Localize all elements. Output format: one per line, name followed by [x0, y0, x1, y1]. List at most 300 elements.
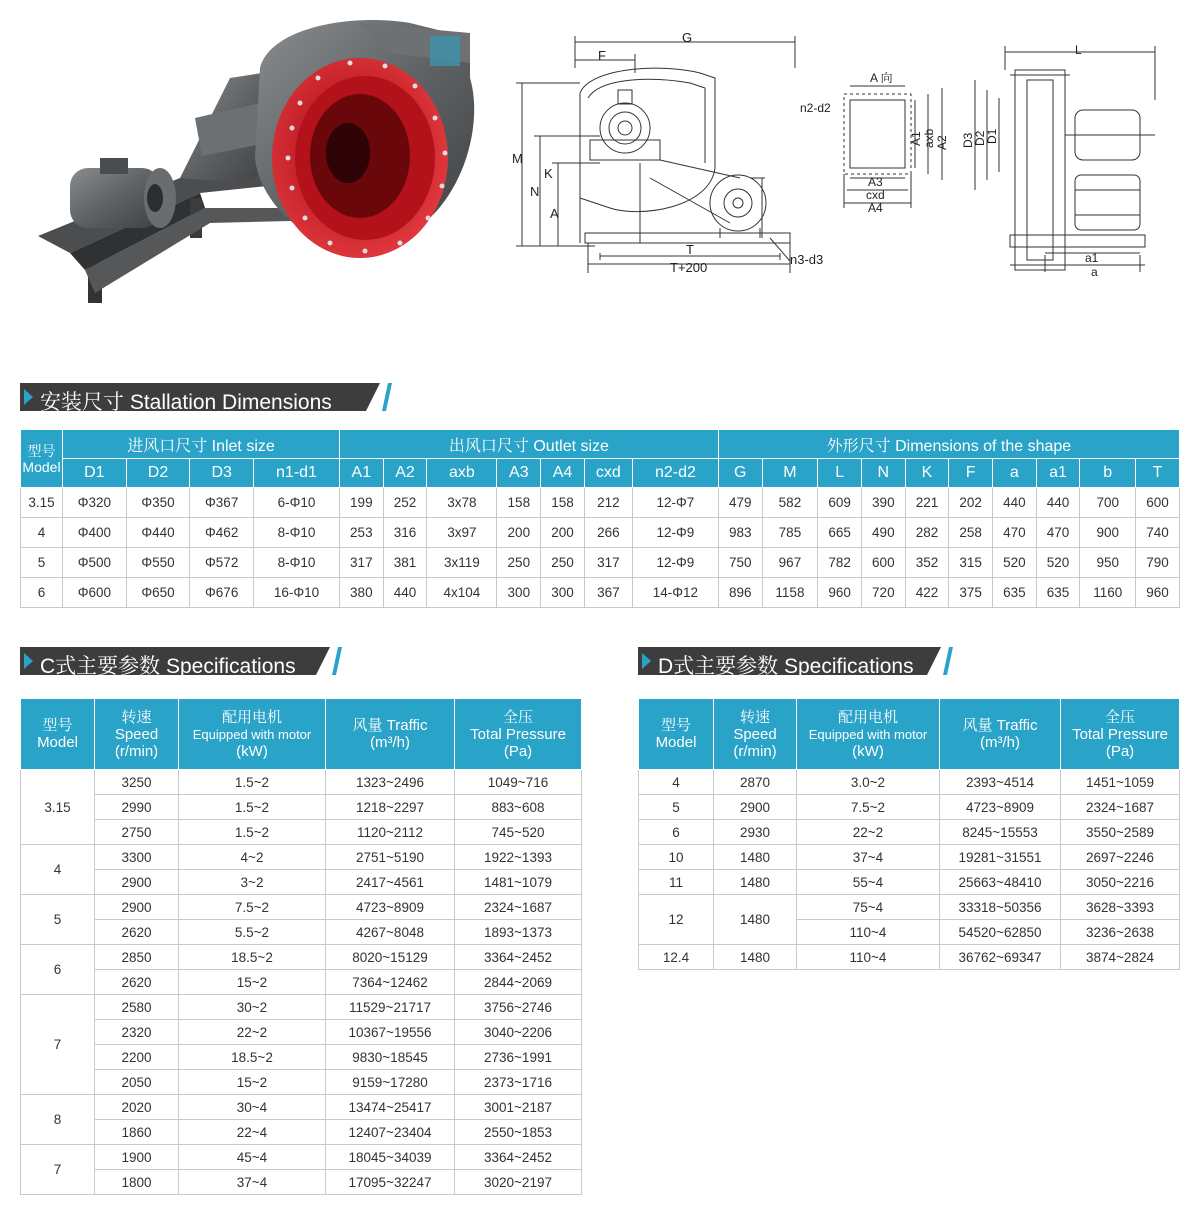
table-cell: 3020~2197	[455, 1170, 582, 1195]
table-cell: 2697~2246	[1061, 845, 1180, 870]
table-cell: 2324~1687	[1061, 795, 1180, 820]
table-cell: 250	[497, 548, 541, 578]
table-cell: 17095~32247	[326, 1170, 455, 1195]
col-cxd: cxd	[584, 459, 632, 488]
table-cell: 300	[541, 578, 585, 608]
table-cell: 30~2	[179, 995, 326, 1020]
table-row	[21, 870, 582, 895]
table-cell: 1860	[95, 1120, 179, 1145]
table-cell: 12407~23404	[326, 1120, 455, 1145]
table-cell: 1160	[1080, 578, 1136, 608]
table-cell: 1922~1393	[455, 845, 582, 870]
label-A3: A3	[868, 175, 883, 189]
col-a1: a1	[1036, 459, 1080, 488]
table-cell: 18045~34039	[326, 1145, 455, 1170]
table-row	[21, 920, 582, 945]
install-section-header	[20, 383, 400, 414]
table-row	[21, 1145, 582, 1170]
table-row	[21, 1045, 582, 1070]
table-cell: 740	[1136, 518, 1180, 548]
table-cell: 960	[1136, 578, 1180, 608]
table-cell: 22~2	[797, 820, 940, 845]
table-cell: 3250	[95, 770, 179, 795]
table-cell: 983	[718, 518, 762, 548]
table-cell: 520	[993, 548, 1037, 578]
table-cell: Φ320	[63, 488, 127, 518]
table-cell: 967	[762, 548, 818, 578]
table-cell: 4~2	[179, 845, 326, 870]
c-col-traffic: 风量 Traffic (m³/h)	[326, 699, 455, 770]
col-n2-d2: n2-d2	[632, 459, 718, 488]
table-cell: 200	[497, 518, 541, 548]
table-cell: 110~4	[797, 920, 940, 945]
table-cell: 3~2	[179, 870, 326, 895]
table-cell: Φ400	[63, 518, 127, 548]
table-cell: 317	[339, 548, 383, 578]
c-spec-section-header	[20, 647, 345, 678]
col-d2: D2	[126, 459, 190, 488]
c-col-motor: 配用电机 Equipped with motor (kW)	[179, 699, 326, 770]
table-cell: 252	[383, 488, 427, 518]
table-cell: 4723~8909	[326, 895, 455, 920]
table-cell: 479	[718, 488, 762, 518]
table-cell: 199	[339, 488, 383, 518]
table-cell: 221	[905, 488, 949, 518]
table-cell: 7364~12462	[326, 970, 455, 995]
table-cell: 3550~2589	[1061, 820, 1180, 845]
table-cell: 2200	[95, 1045, 179, 1070]
table-cell: 1218~2297	[326, 795, 455, 820]
group-shape: 外形尺寸 Dimensions of the shape	[718, 430, 1179, 459]
table-row	[21, 970, 582, 995]
table-cell: 380	[339, 578, 383, 608]
table-cell: 18.5~2	[179, 1045, 326, 1070]
table-row	[21, 995, 582, 1020]
speed-cell: 1480	[714, 845, 797, 870]
table-cell: 158	[497, 488, 541, 518]
table-cell: 2580	[95, 995, 179, 1020]
table-cell: 2990	[95, 795, 179, 820]
table-cell: 440	[993, 488, 1037, 518]
table-cell: 1049~716	[455, 770, 582, 795]
table-cell: 367	[584, 578, 632, 608]
table-cell: 158	[541, 488, 585, 518]
table-cell: 8-Φ10	[254, 518, 340, 548]
model-cell: 8	[21, 1095, 95, 1145]
table-cell: 33318~50356	[940, 895, 1061, 920]
table-cell: 2550~1853	[455, 1120, 582, 1145]
table-cell: 37~4	[179, 1170, 326, 1195]
group-outlet: 出风口尺寸 Outlet size	[339, 430, 718, 459]
table-cell: 2324~1687	[455, 895, 582, 920]
model-cell: 4	[21, 845, 95, 895]
table-cell: 2373~1716	[455, 1070, 582, 1095]
table-row	[21, 518, 1180, 548]
table-row	[21, 1095, 582, 1120]
label-n2-d2: n2-d2	[800, 101, 831, 115]
table-cell: 5	[21, 548, 63, 578]
table-row	[639, 895, 1180, 920]
label-T: T	[686, 242, 694, 257]
table-cell: 25663~48410	[940, 870, 1061, 895]
model-cell: 6	[639, 820, 714, 845]
front-view-drawing	[955, 40, 1170, 280]
table-cell: 55~4	[797, 870, 940, 895]
table-cell: 2417~4561	[326, 870, 455, 895]
table-cell: Φ367	[190, 488, 254, 518]
table-cell: 665	[818, 518, 862, 548]
table-cell: 635	[993, 578, 1037, 608]
label-D1: D1	[985, 128, 999, 144]
table-row	[21, 1070, 582, 1095]
col-a3: A3	[497, 459, 541, 488]
model-cell: 5	[639, 795, 714, 820]
col-l: L	[818, 459, 862, 488]
table-cell: 785	[762, 518, 818, 548]
label-a1: a1	[1085, 251, 1099, 265]
table-cell: 490	[861, 518, 905, 548]
table-row	[639, 795, 1180, 820]
table-cell: 3.15	[21, 488, 63, 518]
table-cell: 2320	[95, 1020, 179, 1045]
table-cell: 1.5~2	[179, 795, 326, 820]
table-cell: 3628~3393	[1061, 895, 1180, 920]
table-cell: 22~4	[179, 1120, 326, 1145]
table-cell: 1323~2496	[326, 770, 455, 795]
table-cell: 422	[905, 578, 949, 608]
table-cell: 2850	[95, 945, 179, 970]
table-cell: 12-Φ7	[632, 488, 718, 518]
table-row	[21, 795, 582, 820]
table-cell: 110~4	[797, 945, 940, 970]
table-cell: 470	[993, 518, 1037, 548]
table-cell: 7.5~2	[797, 795, 940, 820]
speed-cell: 2900	[714, 795, 797, 820]
table-cell: 600	[861, 548, 905, 578]
table-cell: 202	[949, 488, 993, 518]
table-cell: 1.5~2	[179, 770, 326, 795]
table-cell: 19281~31551	[940, 845, 1061, 870]
d-col-pressure: 全压 Total Pressure (Pa)	[1061, 699, 1180, 770]
table-cell: 3040~2206	[455, 1020, 582, 1045]
table-cell: 30~4	[179, 1095, 326, 1120]
table-cell: 266	[584, 518, 632, 548]
label-A-direction: A 向	[870, 71, 893, 85]
table-cell: 317	[584, 548, 632, 578]
d-col-speed: 转速 Speed (r/min)	[714, 699, 797, 770]
label-A4: A4	[868, 201, 883, 215]
table-cell: 36762~69347	[940, 945, 1061, 970]
table-cell: 883~608	[455, 795, 582, 820]
col-a2: A2	[383, 459, 427, 488]
col-a: a	[993, 459, 1037, 488]
table-cell: 315	[949, 548, 993, 578]
table-cell: 5.5~2	[179, 920, 326, 945]
col-f: F	[949, 459, 993, 488]
table-cell: 4267~8048	[326, 920, 455, 945]
table-cell: 7.5~2	[179, 895, 326, 920]
table-cell: 1900	[95, 1145, 179, 1170]
table-row	[21, 1170, 582, 1195]
table-cell: 6	[21, 578, 63, 608]
table-cell: Φ676	[190, 578, 254, 608]
model-cell: 12.4	[639, 945, 714, 970]
table-row	[21, 945, 582, 970]
table-cell: 3x97	[427, 518, 497, 548]
table-cell: 4	[21, 518, 63, 548]
table-cell: 3756~2746	[455, 995, 582, 1020]
col-model: 型号 Model	[21, 430, 63, 488]
col-m: M	[762, 459, 818, 488]
model-cell: 7	[21, 1145, 95, 1195]
col-n1-d1: n1-d1	[254, 459, 340, 488]
col-a1: A1	[339, 459, 383, 488]
table-cell: 520	[1036, 548, 1080, 578]
label-n3-d3: n3-d3	[790, 252, 824, 267]
table-cell: 200	[541, 518, 585, 548]
d-spec-table	[638, 698, 1180, 970]
table-cell: 253	[339, 518, 383, 548]
table-cell: 2750	[95, 820, 179, 845]
table-cell: 2900	[95, 895, 179, 920]
table-cell: 896	[718, 578, 762, 608]
table-cell: 381	[383, 548, 427, 578]
table-cell: 9159~17280	[326, 1070, 455, 1095]
label-a: a	[1091, 265, 1098, 279]
table-cell: 3.0~2	[797, 770, 940, 795]
install-section-title: 安装尺寸 Stallation Dimensions	[40, 391, 332, 414]
table-cell: 1893~1373	[455, 920, 582, 945]
table-cell: 3x119	[427, 548, 497, 578]
table-cell: 782	[818, 548, 862, 578]
table-cell: 352	[905, 548, 949, 578]
table-cell: 1451~1059	[1061, 770, 1180, 795]
model-cell: 7	[21, 995, 95, 1095]
label-N: N	[530, 184, 540, 199]
col-b: b	[1080, 459, 1136, 488]
table-cell: 4723~8909	[940, 795, 1061, 820]
table-cell: Φ462	[190, 518, 254, 548]
model-cell: 12	[639, 895, 714, 945]
table-cell: 12-Φ9	[632, 548, 718, 578]
install-dimensions-table	[20, 429, 1180, 608]
table-cell: 8020~15129	[326, 945, 455, 970]
label-F: F	[598, 48, 606, 63]
table-cell: 3050~2216	[1061, 870, 1180, 895]
table-cell: 440	[383, 578, 427, 608]
table-cell: 300	[497, 578, 541, 608]
label-L: L	[1075, 43, 1082, 57]
table-row	[21, 895, 582, 920]
table-cell: 16-Φ10	[254, 578, 340, 608]
table-cell: 3x78	[427, 488, 497, 518]
table-cell: 745~520	[455, 820, 582, 845]
table-cell: 609	[818, 488, 862, 518]
table-cell: 390	[861, 488, 905, 518]
table-cell: 1120~2112	[326, 820, 455, 845]
table-cell: 12-Φ9	[632, 518, 718, 548]
table-row	[21, 820, 582, 845]
model-cell: 4	[639, 770, 714, 795]
col-g: G	[718, 459, 762, 488]
table-row	[639, 845, 1180, 870]
table-cell: 15~2	[179, 970, 326, 995]
table-cell: 9830~18545	[326, 1045, 455, 1070]
col-d1: D1	[63, 459, 127, 488]
table-cell: 375	[949, 578, 993, 608]
table-cell: 3001~2187	[455, 1095, 582, 1120]
table-row	[639, 870, 1180, 895]
table-cell: 75~4	[797, 895, 940, 920]
table-cell: 2736~1991	[455, 1045, 582, 1070]
table-cell: 950	[1080, 548, 1136, 578]
table-cell: 258	[949, 518, 993, 548]
table-cell: 2900	[95, 870, 179, 895]
table-cell: 54520~62850	[940, 920, 1061, 945]
table-cell: 700	[1080, 488, 1136, 518]
c-col-model: 型号 Model	[21, 699, 95, 770]
table-cell: 3236~2638	[1061, 920, 1180, 945]
table-cell: 11529~21717	[326, 995, 455, 1020]
table-cell: 282	[905, 518, 949, 548]
speed-cell: 1480	[714, 945, 797, 970]
speed-cell: 1480	[714, 895, 797, 945]
table-cell: 1800	[95, 1170, 179, 1195]
table-row	[639, 770, 1180, 795]
table-cell: 6-Φ10	[254, 488, 340, 518]
table-row	[639, 945, 1180, 970]
label-cxd: cxd	[866, 188, 885, 202]
c-col-pressure: 全压 Total Pressure (Pa)	[455, 699, 582, 770]
table-cell: 2751~5190	[326, 845, 455, 870]
speed-cell: 2930	[714, 820, 797, 845]
table-cell: 720	[861, 578, 905, 608]
table-row	[21, 488, 1180, 518]
table-cell: 2620	[95, 920, 179, 945]
label-D2: D2	[973, 130, 987, 146]
table-cell: 18.5~2	[179, 945, 326, 970]
table-cell: 3364~2452	[455, 945, 582, 970]
table-row	[21, 548, 1180, 578]
table-cell: 1.5~2	[179, 820, 326, 845]
table-cell: 2050	[95, 1070, 179, 1095]
side-view-drawing	[500, 28, 830, 288]
table-cell: 1158	[762, 578, 818, 608]
table-row	[21, 770, 582, 795]
model-cell: 6	[21, 945, 95, 995]
label-D3: D3	[961, 132, 975, 148]
model-cell: 10	[639, 845, 714, 870]
table-cell: 2620	[95, 970, 179, 995]
table-cell: 10367~19556	[326, 1020, 455, 1045]
speed-cell: 1480	[714, 870, 797, 895]
col-n: N	[861, 459, 905, 488]
d-col-motor: 配用电机 Equipped with motor (kW)	[797, 699, 940, 770]
col-d3: D3	[190, 459, 254, 488]
d-spec-title: D式主要参数 Specifications	[658, 655, 914, 678]
c-spec-table	[20, 698, 582, 1195]
table-cell: 960	[818, 578, 862, 608]
table-cell: 4x104	[427, 578, 497, 608]
table-row	[21, 1120, 582, 1145]
label-axb: axb	[922, 128, 936, 148]
col-axb: axb	[427, 459, 497, 488]
table-cell: 15~2	[179, 1070, 326, 1095]
table-cell: 250	[541, 548, 585, 578]
label-A2: A2	[935, 135, 949, 150]
label-M: M	[512, 151, 523, 166]
table-cell: 3300	[95, 845, 179, 870]
label-A1: A1	[909, 131, 923, 146]
col-a4: A4	[541, 459, 585, 488]
table-cell: Φ650	[126, 578, 190, 608]
col-k: K	[905, 459, 949, 488]
speed-cell: 2870	[714, 770, 797, 795]
table-row	[21, 845, 582, 870]
table-cell: 582	[762, 488, 818, 518]
table-cell: 440	[1036, 488, 1080, 518]
table-cell: 3874~2824	[1061, 945, 1180, 970]
d-spec-section-header	[638, 647, 958, 678]
table-cell: 600	[1136, 488, 1180, 518]
c-col-speed: 转速 Speed (r/min)	[95, 699, 179, 770]
table-cell: Φ350	[126, 488, 190, 518]
table-cell: Φ550	[126, 548, 190, 578]
label-A: A	[550, 206, 559, 221]
table-cell: 3364~2452	[455, 1145, 582, 1170]
table-cell: 750	[718, 548, 762, 578]
table-cell: 22~2	[179, 1020, 326, 1045]
model-cell: 11	[639, 870, 714, 895]
table-cell: Φ600	[63, 578, 127, 608]
table-cell: 1481~1079	[455, 870, 582, 895]
label-G: G	[682, 30, 693, 45]
table-cell: 316	[383, 518, 427, 548]
table-cell: 45~4	[179, 1145, 326, 1170]
table-cell: 2844~2069	[455, 970, 582, 995]
table-cell: Φ440	[126, 518, 190, 548]
table-cell: 635	[1036, 578, 1080, 608]
table-cell: 8245~15553	[940, 820, 1061, 845]
label-K: K	[544, 166, 553, 181]
model-cell: 5	[21, 895, 95, 945]
table-cell: 212	[584, 488, 632, 518]
table-cell: 2020	[95, 1095, 179, 1120]
outlet-view-drawing	[800, 68, 960, 218]
table-cell: 37~4	[797, 845, 940, 870]
c-spec-title: C式主要参数 Specifications	[40, 655, 296, 678]
table-cell: 790	[1136, 548, 1180, 578]
table-row	[21, 578, 1180, 608]
d-col-traffic: 风量 Traffic (m³/h)	[940, 699, 1061, 770]
d-col-model: 型号 Model	[639, 699, 714, 770]
table-cell: 13474~25417	[326, 1095, 455, 1120]
fan-product-photo	[30, 8, 480, 308]
label-T200: T+200	[670, 260, 708, 275]
table-cell: 2393~4514	[940, 770, 1061, 795]
table-cell: 470	[1036, 518, 1080, 548]
table-row	[639, 820, 1180, 845]
model-cell: 3.15	[21, 770, 95, 845]
table-cell: 14-Φ12	[632, 578, 718, 608]
table-cell: Φ500	[63, 548, 127, 578]
table-cell: 8-Φ10	[254, 548, 340, 578]
col-t: T	[1136, 459, 1180, 488]
table-cell: Φ572	[190, 548, 254, 578]
group-inlet: 进风口尺寸 Inlet size	[63, 430, 340, 459]
table-cell: 900	[1080, 518, 1136, 548]
table-row	[21, 1020, 582, 1045]
